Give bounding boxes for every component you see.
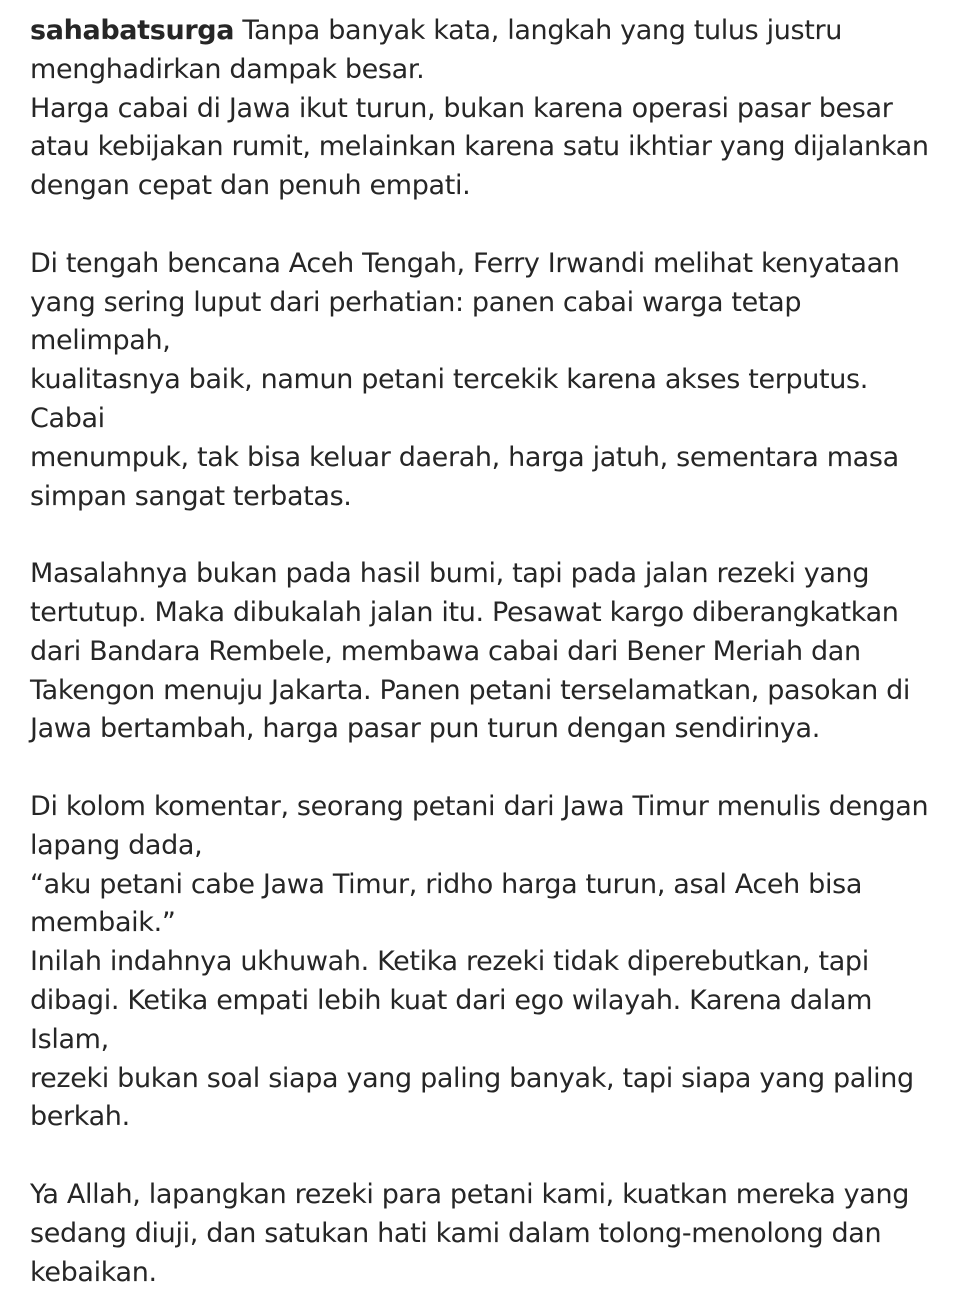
caption-line: berkah. (30, 1101, 130, 1133)
caption-line: yang sering luput dari perhatian: panen cabai warga tetap melimpah, (30, 286, 802, 357)
caption-line: dengan cepat dan penuh empati. (30, 170, 471, 202)
caption-paragraph-5 (30, 1176, 945, 1292)
caption-line: atau kebijakan rumit, melainkan karena satu ikhtiar yang dijalankan (30, 131, 929, 163)
caption-line: kebaikan. (30, 1256, 157, 1288)
paragraph-break (30, 749, 945, 788)
caption-line: Ya Allah, lapangkan rezeki para petani kami, kuatkan mereka yang (30, 1178, 910, 1210)
caption-line: lapang dada, (30, 829, 203, 861)
caption-paragraph-2 (30, 245, 945, 517)
caption-line: sedang diuji, dan satukan hati kami dalam tolong-menolong dan (30, 1217, 882, 1249)
caption-line: Di tengah bencana Aceh Tengah, Ferry Irwandi melihat kenyataan (30, 247, 900, 279)
paragraph-break (30, 206, 945, 245)
caption-line: Harga cabai di Jawa ikut turun, bukan karena operasi pasar besar (30, 92, 893, 124)
caption-line: menumpuk, tak bisa keluar daerah, harga jatuh, sementara masa (30, 441, 899, 473)
caption-line: Di kolom komentar, seorang petani dari Jawa Timur menulis dengan (30, 790, 929, 822)
caption-line: membaik.” (30, 907, 176, 939)
post-caption (30, 12, 945, 1292)
caption-paragraph-4 (30, 788, 945, 1137)
caption-line: tertutup. Maka dibukalah jalan itu. Pesawat kargo diberangkatkan (30, 596, 899, 628)
caption-line: simpan sangat terbatas. (30, 480, 352, 512)
caption-line: kualitasnya baik, namun petani tercekik karena akses terputus. Cabai (30, 364, 869, 434)
paragraph-break (30, 516, 945, 555)
username-link[interactable]: sahabatsurga (30, 15, 235, 46)
caption-line: Inilah indahnya ukhuwah. Ketika rezeki tidak diperebutkan, tapi (30, 946, 869, 978)
caption-line: menghadirkan dampak besar. (30, 53, 425, 85)
caption-line: Tanpa banyak kata, langkah yang tulus justru (234, 15, 842, 46)
caption-paragraph-3 (30, 555, 945, 749)
paragraph-break (30, 1137, 945, 1176)
caption-line: Takengon menuju Jakarta. Panen petani terselamatkan, pasokan di (30, 674, 911, 706)
caption-paragraph-1 (30, 12, 945, 206)
caption-line: “aku petani cabe Jawa Timur, ridho harga turun, asal Aceh bisa (30, 868, 863, 900)
caption-line: dibagi. Ketika empati lebih kuat dari ego wilayah. Karena dalam Islam, (30, 984, 873, 1055)
caption-line: Masalahnya bukan pada hasil bumi, tapi pada jalan rezeki yang (30, 558, 870, 590)
caption-line: rezeki bukan soal siapa yang paling banyak, tapi siapa yang paling (30, 1062, 914, 1094)
caption-line: dari Bandara Rembele, membawa cabai dari Bener Meriah dan (30, 635, 861, 667)
caption-line: Jawa bertambah, harga pasar pun turun dengan sendirinya. (30, 713, 820, 745)
